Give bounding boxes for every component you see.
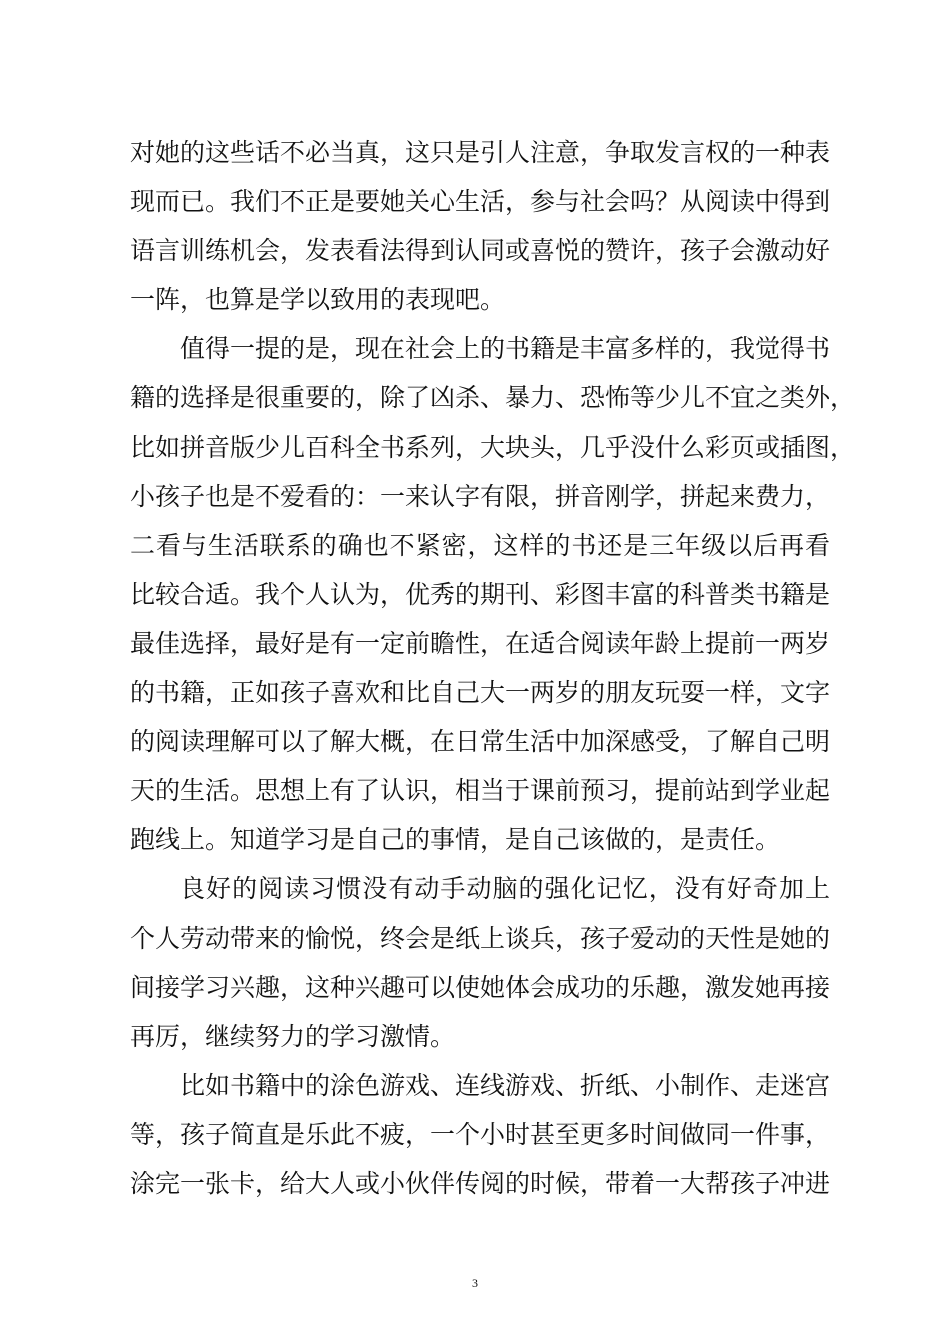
text-line: 比较合适。我个人认为，优秀的期刊、彩图丰富的科普类书籍是 xyxy=(130,579,831,609)
text-line: 再厉，继续努力的学习激情。 xyxy=(130,1021,456,1051)
page-number: 3 xyxy=(472,1276,478,1290)
text-line: 对她的这些话不必当真，这只是引人注意，争取发言权的一种表 xyxy=(130,138,831,167)
text-line: 比如书籍中的涂色游戏、连线游戏、折纸、小制作、走迷宫 xyxy=(180,1070,831,1100)
text-line: 跑线上。知道学习是自己的事情，是自己该做的，是责任。 xyxy=(130,825,781,855)
text-line: 一阵，也算是学以致用的表现吧。 xyxy=(130,285,506,315)
text-line: 比如拼音版少儿百科全书系列，大块头，几乎没什么彩页或插图， xyxy=(130,432,856,462)
text-line: 良好的阅读习惯没有动手动脑的强化记忆，没有好奇加上 xyxy=(180,874,830,904)
text-line: 现而已。我们不正是要她关心生活，参与社会吗？从阅读中得到 xyxy=(130,187,831,217)
text-line: 的阅读理解可以了解大概，在日常生活中加深感受，了解自己明 xyxy=(130,727,831,757)
text-line: 最佳选择，最好是有一定前瞻性，在适合阅读年龄上提前一两岁 xyxy=(130,628,831,658)
text-line: 籍的选择是很重要的，除了凶杀、暴力、恐怖等少儿不宜之类外， xyxy=(130,383,856,413)
body-text xyxy=(130,128,856,1208)
text-line: 间接学习兴趣，这种兴趣可以使她体会成功的乐趣，激发她再接 xyxy=(130,972,831,1002)
text-line: 涂完一张卡，给大人或小伙伴传阅的时候，带着一大帮孩子冲进 xyxy=(130,1168,831,1198)
text-line: 的书籍，正如孩子喜欢和比自己大一两岁的朋友玩耍一样，文字 xyxy=(130,678,831,708)
text-line: 个人劳动带来的愉悦，终会是纸上谈兵，孩子爱动的天性是她的 xyxy=(130,923,831,953)
text-line: 语言训练机会，发表看法得到认同或喜悦的赞许，孩子会激动好 xyxy=(130,236,831,266)
text-line: 等，孩子简直是乐此不疲，一个小时甚至更多时间做同一件事， xyxy=(130,1119,831,1149)
text-line: 二看与生活联系的确也不紧密，这样的书还是三年级以后再看 xyxy=(130,530,830,560)
text-line: 值得一提的是，现在社会上的书籍是丰富多样的，我觉得书 xyxy=(180,334,831,364)
text-line: 天的生活。思想上有了认识，相当于课前预习，提前站到学业起 xyxy=(130,776,831,806)
text-line: 小孩子也是不爱看的：一来认字有限，拼音刚学，拼起来费力， xyxy=(130,481,831,511)
